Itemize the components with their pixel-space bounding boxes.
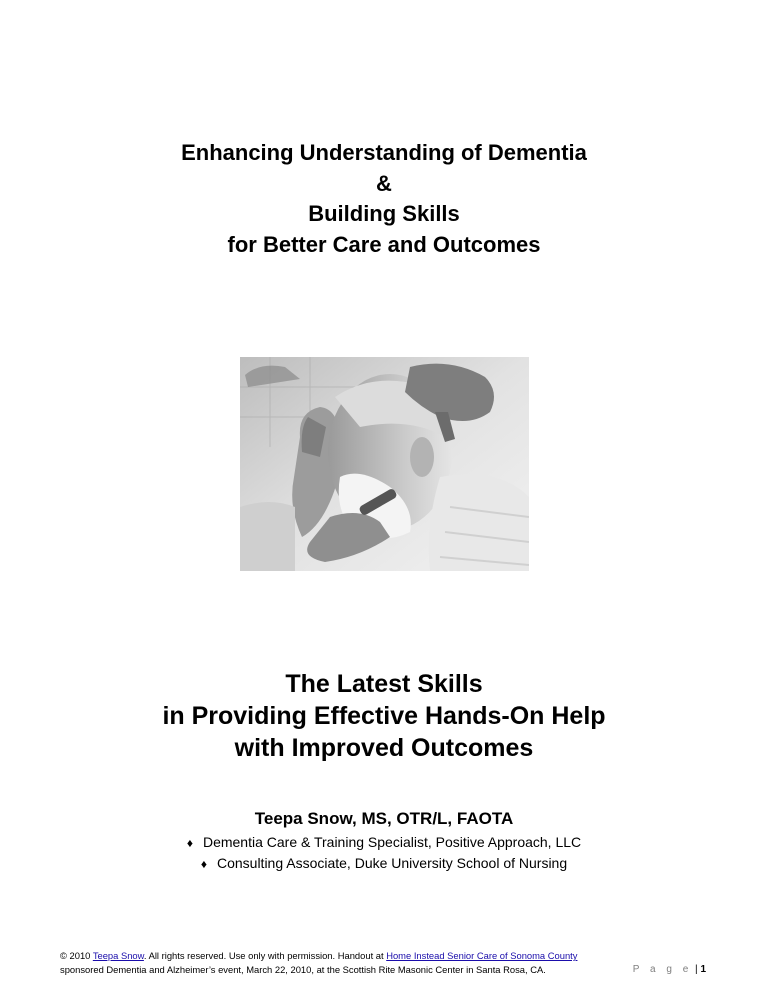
page-number xyxy=(633,963,706,977)
subtitle-line-1: The Latest Skills xyxy=(285,670,483,698)
document-subtitle xyxy=(0,668,768,764)
title-line-4: for Better Care and Outcomes xyxy=(227,231,541,257)
host-organization-link[interactable]: Home Instead Senior Care of Sonoma County xyxy=(386,950,578,961)
diamond-bullet-icon: ♦ xyxy=(186,836,193,850)
subtitle-line-2: in Providing Effective Hands-On Help xyxy=(162,702,606,730)
author-link[interactable]: Teepa Snow xyxy=(92,950,144,961)
rights-text: . All rights reserved. Use only with permission. Handout at xyxy=(143,950,387,961)
footer-line-1 xyxy=(60,949,710,963)
credential-text: Dementia Care & Training Specialist, Positive Approach, LLC xyxy=(202,834,582,850)
title-line-1: Enhancing Understanding of Dementia xyxy=(181,140,587,165)
credential-item xyxy=(0,832,768,853)
author-name: Teepa Snow, MS, OTR/L, FAOTA xyxy=(254,809,514,828)
author-credentials xyxy=(0,832,768,874)
page-footer xyxy=(60,949,710,977)
title-line-2: & xyxy=(376,170,392,196)
page-digit: 1 xyxy=(700,964,706,975)
credential-text: Consulting Associate, Duke University School of Nursing xyxy=(216,855,568,871)
footer-line-2: sponsored Dementia and Alzheimer’s event, March 22, 2010, at the Scottish Rite Masonic Center in Santa Rosa, CA. xyxy=(60,964,546,975)
subtitle-line-3: with Improved Outcomes xyxy=(234,734,534,762)
page-label: P a g e xyxy=(632,964,693,975)
photo-illustration xyxy=(240,357,529,571)
credential-item xyxy=(0,853,768,874)
page-separator: | xyxy=(692,964,701,975)
copyright-prefix: © 2010 xyxy=(60,950,93,961)
diamond-bullet-icon: ♦ xyxy=(200,857,207,871)
caregiver-shaving-photo xyxy=(240,357,529,571)
document-title xyxy=(0,138,768,260)
title-line-3: Building Skills xyxy=(308,201,460,226)
